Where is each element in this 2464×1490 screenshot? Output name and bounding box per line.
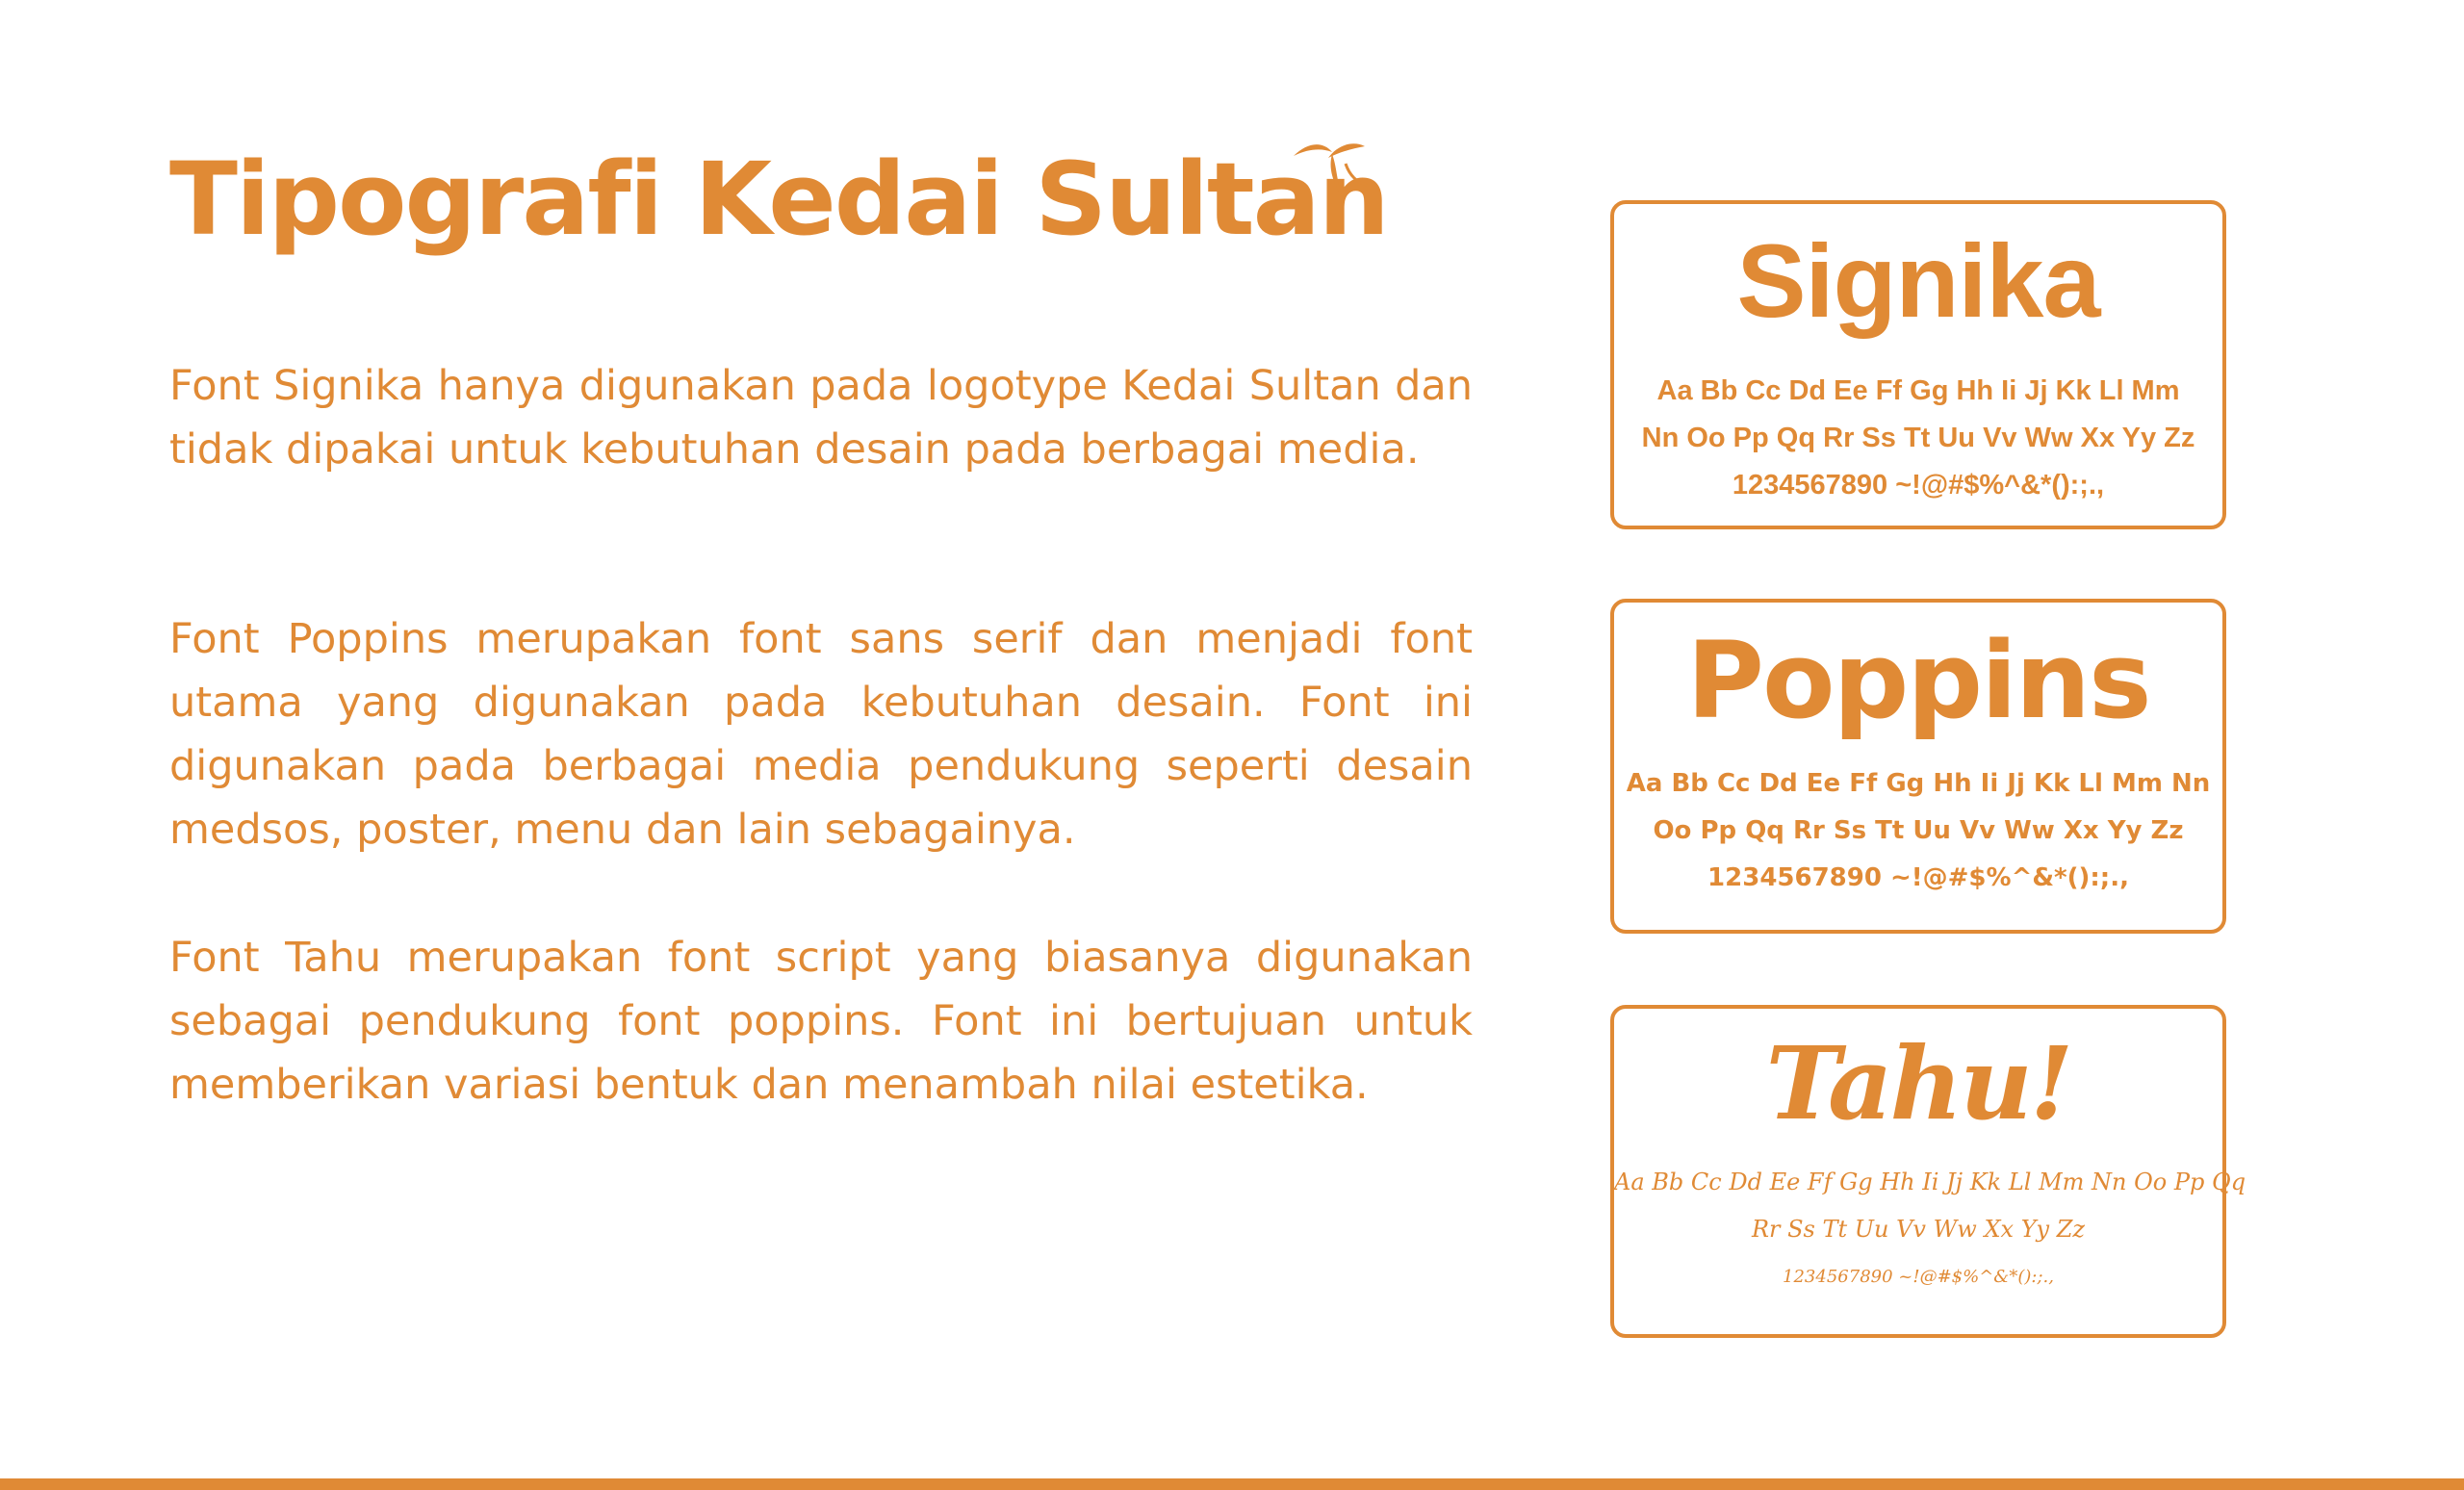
leaf-icon (1290, 137, 1371, 218)
sample-line-numbers-symbols: 1234567890 ~!@#$%^&*():;., (1732, 470, 2105, 501)
paragraph-signika: Font Signika hanya digunakan pada logotype Kedai Sultan dan tidak dipakai untuk kebutuhan desain pada berbagai media. (169, 362, 1473, 474)
bottom-accent-bar (0, 1478, 2464, 1490)
sample-line-uppercase-lowercase-2: Oo Pp Qq Rr Ss Tt Uu Vv Ww Xx Yy Zz (1653, 816, 2184, 845)
font-card-poppins (1610, 599, 2226, 934)
font-card-tahu (1610, 1005, 2246, 1338)
font-card-signika (1610, 200, 2226, 529)
sample-line-numbers-symbols: 1234567890 ~!@#$%^&*():;., (1707, 863, 2129, 892)
paragraph-poppins: Font Poppins merupakan font sans serif dan menjadi font utama yang digunakan pada kebutuhan desain. Font ini digunakan pada berbagai media pendukung seperti desain medsos, poster, menu dan lain sebagainya. (169, 615, 1473, 854)
font-name-tahu: Tahu! (1765, 1024, 2071, 1143)
sample-line-uppercase-lowercase-2: Rr Ss Tt Uu Vv Ww Xx Yy Zz (1751, 1216, 2086, 1243)
sample-line-uppercase-lowercase-1: Aa Bb Cc Dd Ee Ff Gg Hh Ii Jj Kk Ll Mm (1656, 375, 2180, 406)
font-sample-group (1614, 741, 2222, 902)
font-sample-group (1614, 339, 2222, 509)
page-title: Tipografi Kedai Sultan (169, 141, 1388, 258)
paragraph-tahu: Font Tahu merupakan font script yang biasanya digunakan sebagai pendukung font poppins. Font ini bertujuan untuk memberikan variasi bentuk dan menambah nilai estetika. (169, 934, 1473, 1109)
sample-line-uppercase-lowercase-1: Aa Bb Cc Dd Ee Ff Gg Hh Ii Jj Kk Ll Mm Nn Oo Pp Qq (1614, 1169, 2246, 1195)
sample-line-uppercase-lowercase-2: Nn Oo Pp Qq Rr Ss Tt Uu Vv Ww Xx Yy Zz (1641, 423, 2195, 453)
font-name-signika: Signika (1736, 222, 2100, 339)
font-sample-group (1614, 1140, 2246, 1300)
sample-line-uppercase-lowercase-1: Aa Bb Cc Dd Ee Ff Gg Hh Ii Jj Kk Ll Mm Nn (1626, 769, 2211, 798)
sample-line-numbers-symbols: 1234567890 ~!@#$%^&*():;., (1783, 1267, 2054, 1287)
font-name-poppins: Poppins (1686, 619, 2150, 742)
